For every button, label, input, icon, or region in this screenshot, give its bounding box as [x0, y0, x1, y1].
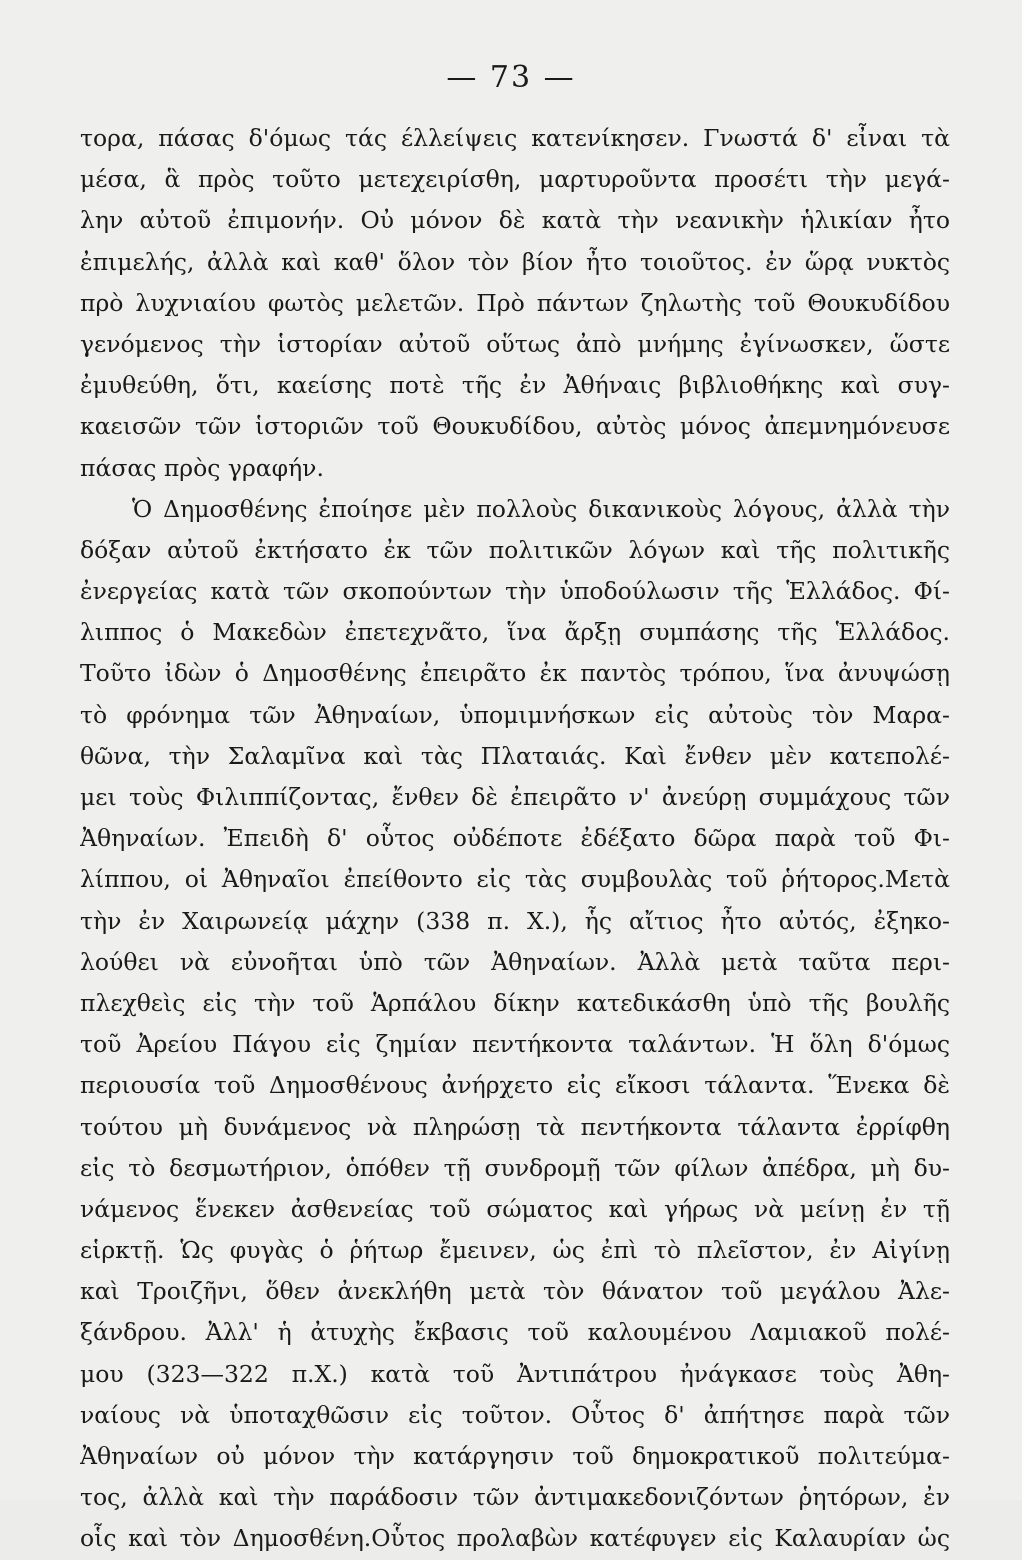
body-text [80, 118, 950, 1560]
text-line: λίππου, οἱ Ἀθηναῖοι ἐπείθοντο εἰς τὰς συμβουλὰς τοῦ ῥήτορος.Μετὰ [80, 865, 950, 894]
text-line: Ὁ Δημοσθένης ἐποίησε μὲν πολλοὺς δικανικοὺς λόγους, ἀλλὰ τὴν [132, 494, 950, 523]
text-line: τὸ φρόνημα τῶν Ἀθηναίων, ὑπομιμνήσκων εἰς αὐτοὺς τὸν Μαρα- [80, 700, 950, 729]
text-line: πρὸ λυχνιαίου φωτὸς μελετῶν. Πρὸ πάντων ζηλωτὴς τοῦ Θουκυδίδου [80, 288, 950, 317]
text-line: ἐνεργείας κατὰ τῶν σκοπούντων τὴν ὑποδούλωσιν τῆς Ἑλλάδος. Φί- [80, 577, 950, 606]
text-line: ξάνδρου. Ἀλλ' ἡ ἀτυχὴς ἔκβασις τοῦ καλουμένου Λαμιακοῦ πολέ- [80, 1318, 950, 1347]
text-line: εἱρκτῇ. Ὡς φυγὰς ὁ ῥήτωρ ἔμεινεν, ὡς ἐπὶ τὸ πλεῖστον, ἐν Αἰγίνῃ [80, 1236, 950, 1265]
text-line: τούτου μὴ δυνάμενος νὰ πληρώσῃ τὰ πεντήκοντα τάλαντα ἐρρίφθη [80, 1112, 950, 1141]
text-line: Τοῦτο ἰδὼν ὁ Δημοσθένης ἐπειρᾶτο ἐκ παντὸς τρόπου, ἵνα ἀνυψώσῃ [80, 659, 950, 688]
text-line: πάσας πρὸς γραφήν. [80, 453, 324, 482]
text-line: τὴν ἐν Χαιρωνείᾳ μάχην (338 π. Χ.), ἧς αἴτιος ἦτο αὐτός, ἐξηκο- [80, 906, 950, 935]
text-line: νάμενος ἕνεκεν ἀσθενείας τοῦ σώματος καὶ γήρως νὰ μείνῃ ἐν τῇ [80, 1194, 950, 1223]
text-line: πλεχθεὶς εἰς τὴν τοῦ Ἁρπάλου δίκην κατεδικάσθη ὑπὸ τῆς βουλῆς [80, 988, 950, 1017]
text-line: λιππος ὁ Μακεδὼν ἐπετεχνᾶτο, ἵνα ἄρξῃ συμπάσης τῆς Ἑλλάδος. [80, 618, 950, 647]
text-line: καὶ Τροιζῆνι, ὅθεν ἀνεκλήθη μετὰ τὸν θάνατον τοῦ μεγάλου Ἀλε- [80, 1277, 950, 1306]
page-number: — 73 — [446, 60, 576, 95]
text-line: μέσα, ἃ πρὸς τοῦτο μετεχειρίσθη, μαρτυροῦντα προσέτι τὴν μεγά- [80, 165, 950, 194]
text-line: μου (323—322 π.Χ.) κατὰ τοῦ Ἀντιπάτρου ἠνάγκασε τοὺς Ἀθη- [80, 1359, 950, 1388]
text-line: λην αὐτοῦ ἐπιμονήν. Οὐ μόνον δὲ κατὰ τὴν νεανικὴν ἡλικίαν ἦτο [80, 206, 950, 235]
text-line: δόξαν αὐτοῦ ἐκτήσατο ἐκ τῶν πολιτικῶν λόγων καὶ τῆς πολιτικῆς [80, 535, 950, 564]
text-line: ναίους νὰ ὑποταχθῶσιν εἰς τοῦτον. Οὗτος δ' ἀπήτησε παρὰ τῶν [80, 1400, 950, 1429]
text-line: καεισῶν τῶν ἱστοριῶν τοῦ Θουκυδίδου, αὐτὸς μόνος ἀπεμνημόνευσε [80, 412, 950, 441]
text-line: Ἀθηναίων. Ἐπειδὴ δ' οὗτος οὐδέποτε ἐδέξατο δῶρα παρὰ τοῦ Φι- [80, 824, 950, 853]
text-line: εἰς τὸ δεσμωτήριον, ὁπόθεν τῇ συνδρομῇ τῶν φίλων ἀπέδρα, μὴ δυ- [80, 1153, 950, 1182]
text-line: λούθει νὰ εὐνοῆται ὑπὸ τῶν Ἀθηναίων. Ἀλλὰ μετὰ ταῦτα περι- [80, 947, 950, 976]
text-line: ἐπιμελής, ἀλλὰ καὶ καθ' ὅλον τὸν βίον ἦτο τοιοῦτος. ἐν ὥρᾳ νυκτὸς [80, 247, 950, 276]
text-line: μει τοὺς Φιλιππίζοντας, ἔνθεν δὲ ἐπειρᾶτο ν' ἀνεύρῃ συμμάχους τῶν [80, 783, 950, 811]
text-line: ἐμυθεύθη, ὅτι, καείσης ποτὲ τῆς ἐν Ἀθήναις βιβλιοθήκης καὶ συγ- [80, 371, 950, 400]
text-line: θῶνα, τὴν Σαλαμῖνα καὶ τὰς Πλαταιάς. Καὶ ἔνθεν μὲν κατεπολέ- [80, 741, 950, 770]
text-line: οἷς καὶ τὸν Δημοσθένη.Οὗτος προλαβὼν κατέφυγεν εἰς Καλαυρίαν ὡς [80, 1524, 950, 1553]
text-line: γενόμενος τὴν ἱστορίαν αὐτοῦ οὕτως ἀπὸ μνήμης ἐγίνωσκεν, ὥστε [80, 329, 950, 358]
text-line: περιουσία τοῦ Δημοσθένους ἀνήρχετο εἰς εἴκοσι τάλαντα. Ἕνεκα δὲ [80, 1071, 950, 1100]
text-line: τοῦ Ἀρείου Πάγου εἰς ζημίαν πεντήκοντα ταλάντων. Ἡ ὅλη δ'όμως [80, 1030, 950, 1059]
text-line: τορα, πάσας δ'όμως τάς έλλείψεις κατενίκησεν. Γνωστά δ' εἶναι τὰ [80, 124, 950, 152]
text-line: τος, ἀλλὰ καὶ τὴν παράδοσιν τῶν ἀντιμακεδονιζόντων ῥητόρων, ἐν [80, 1483, 950, 1512]
text-line: Ἀθηναίων οὐ μόνον τὴν κατάργησιν τοῦ δημοκρατικοῦ πολιτεύμα- [80, 1442, 950, 1470]
